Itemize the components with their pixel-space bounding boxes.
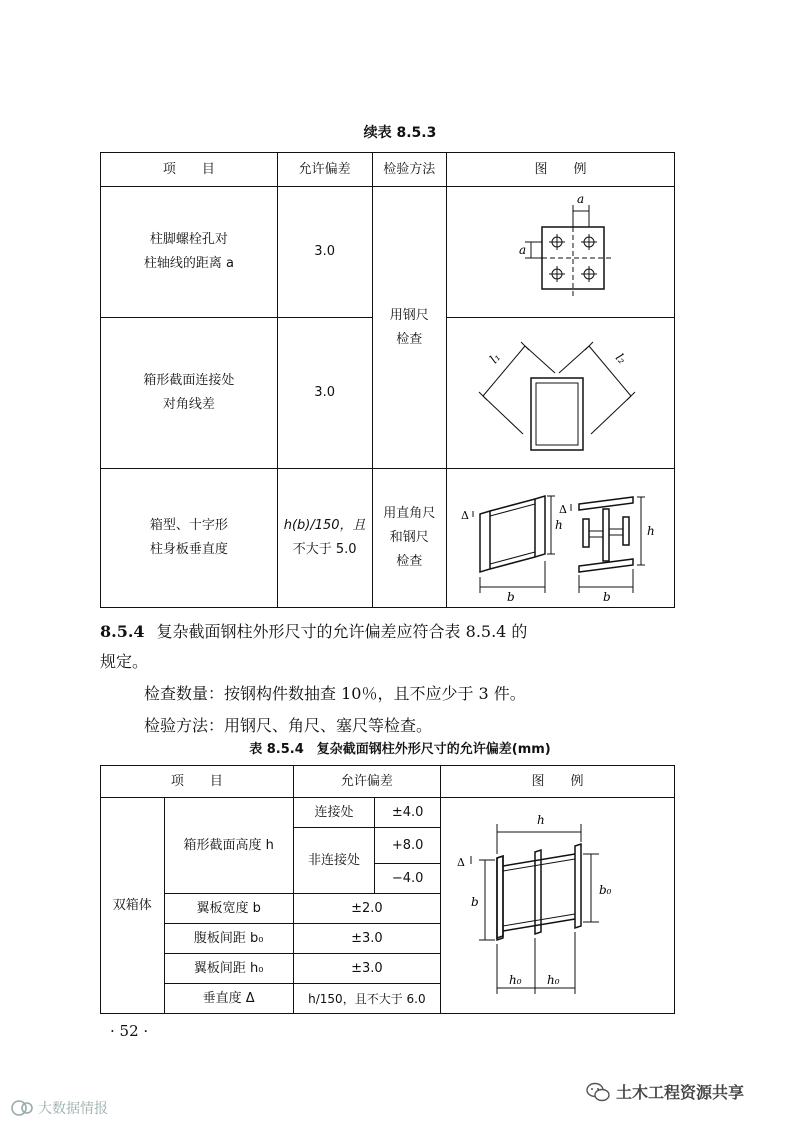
double-box-diagram xyxy=(441,798,674,1013)
table2-caption: 表 8.5.4 复杂截面钢柱外形尺寸的允许偏差(mm) xyxy=(249,742,551,757)
watermark-left-text: 大数据情报 xyxy=(38,1101,108,1117)
t2-row-flange-spacing: 翼板间距 h₀ xyxy=(164,954,293,984)
section-8-5-4 xyxy=(100,617,680,741)
fig1-label-a: a xyxy=(576,192,585,206)
fig5-label-h0b: h₀ xyxy=(546,973,560,987)
t1-row3-tol-l2: 不大于 5.0 xyxy=(292,542,357,557)
wechat-icon xyxy=(586,1082,610,1102)
t2-header-tolerance: 允许偏差 xyxy=(293,766,440,798)
t2-group-double-box: 双箱体 xyxy=(101,798,165,1014)
t2-row-web-spacing: 腹板间距 b₀ xyxy=(164,924,293,954)
t1-row2-tolerance: 3.0 xyxy=(277,318,372,469)
t2-row-flange-width-value: ±2.0 xyxy=(293,894,440,924)
fig3-label-h: h xyxy=(554,518,563,532)
t2-height-item: 箱形截面高度 h xyxy=(164,798,293,894)
fig5-label-delta: Δ xyxy=(456,856,465,869)
t1-row3-tol-l1: h(b)/150，且 xyxy=(283,518,366,533)
t2-figure xyxy=(440,798,674,1014)
t1-header-tolerance: 允许偏差 xyxy=(277,153,372,187)
t1-row3-figure xyxy=(446,469,674,608)
t2-row-flange-width: 翼板宽度 b xyxy=(164,894,293,924)
watermark-right xyxy=(586,1080,744,1103)
t2-nonjoint-value2: −4.0 xyxy=(375,864,441,894)
t2-row-verticality: 垂直度 Δ xyxy=(164,984,293,1014)
watermark-left xyxy=(10,1098,108,1118)
fig5-label-b: b xyxy=(470,895,479,909)
fig5-label-h0a: h₀ xyxy=(508,973,522,987)
t1-row3-method-l2: 和钢尺 xyxy=(389,530,429,545)
fig3-label-delta: Δ xyxy=(460,509,469,522)
t1-row3-item-l2: 柱身板垂直度 xyxy=(149,542,228,557)
t1-row3-method xyxy=(372,469,446,608)
t1-row2-item-l1: 箱形截面连接处 xyxy=(143,373,235,388)
fig5-label-b0: b₀ xyxy=(598,883,612,897)
page-number: · 52 · xyxy=(110,1022,149,1040)
fig5-label-h: h xyxy=(536,813,545,827)
logo-icon xyxy=(10,1099,34,1117)
t1-header-method: 检验方法 xyxy=(372,153,446,187)
fig2-label-l1: l₁ xyxy=(486,350,504,367)
t1-header-item: 项 目 xyxy=(101,153,278,187)
check-method: 检验方法：用钢尺、角尺、塞尺等检查。 xyxy=(144,716,433,735)
t1-row1-item xyxy=(101,187,278,318)
t1-row2-item-l2: 对角线差 xyxy=(162,397,215,412)
section-number: 8.5.4 xyxy=(100,622,145,641)
t1-method-merged-l1: 用钢尺 xyxy=(389,307,429,323)
diagonal-diagram xyxy=(447,318,674,468)
t1-row3-method-l1: 用直角尺 xyxy=(383,506,436,521)
table2 xyxy=(100,765,675,1014)
fig3-label-b: b xyxy=(506,590,515,604)
t2-row-verticality-value: h/150，且不大于 6.0 xyxy=(293,984,440,1014)
bolt-hole-diagram xyxy=(447,187,674,317)
t2-joint-value: ±4.0 xyxy=(375,798,441,828)
table1-caption: 续表 8.5.3 xyxy=(363,125,437,141)
t2-row-flange-spacing-value: ±3.0 xyxy=(293,954,440,984)
t1-row1-figure xyxy=(446,187,674,318)
t2-nonjoint-value1: +8.0 xyxy=(375,828,441,864)
t2-row-web-spacing-value: ±3.0 xyxy=(293,924,440,954)
t2-nonjoint-label: 非连接处 xyxy=(293,828,374,894)
fig2-label-l2: l₂ xyxy=(612,350,629,367)
t1-method-merged-l2: 检查 xyxy=(396,331,423,347)
section-text-l1: 复杂截面钢柱外形尺寸的允许偏差应符合表 8.5.4 的 xyxy=(156,622,528,641)
t1-row3-method-l3: 检查 xyxy=(396,554,423,569)
t2-header-item: 项 目 xyxy=(101,766,294,798)
fig4-label-h: h xyxy=(646,524,655,538)
check-quantity: 检查数量：按钢构件数抽查 10％，且不应少于 3 件。 xyxy=(144,684,526,703)
t1-row2-item xyxy=(101,318,278,469)
t1-row1-item-l1: 柱脚螺栓孔对 xyxy=(149,232,228,247)
t1-row3-tolerance xyxy=(277,469,372,608)
watermark-right-text: 土木工程资源共享 xyxy=(616,1083,745,1102)
section-text-l2: 规定。 xyxy=(100,652,149,671)
t2-header-figure: 图 例 xyxy=(440,766,674,798)
t1-header-figure: 图 例 xyxy=(446,153,674,187)
fig4-label-b: b xyxy=(602,590,611,604)
t1-row3-item xyxy=(101,469,278,608)
t1-method-merged xyxy=(372,187,446,469)
t1-row1-tolerance: 3.0 xyxy=(277,187,372,318)
fig1-label-a2: a xyxy=(518,243,527,257)
t1-row2-figure xyxy=(446,318,674,469)
table1 xyxy=(100,152,675,608)
t2-joint-label: 连接处 xyxy=(293,798,374,828)
verticality-diagram xyxy=(447,469,674,607)
t1-row1-item-l2: 柱轴线的距离 a xyxy=(143,256,234,271)
t1-row3-item-l1: 箱型、十字形 xyxy=(149,518,228,533)
fig4-label-delta: Δ xyxy=(558,503,567,516)
